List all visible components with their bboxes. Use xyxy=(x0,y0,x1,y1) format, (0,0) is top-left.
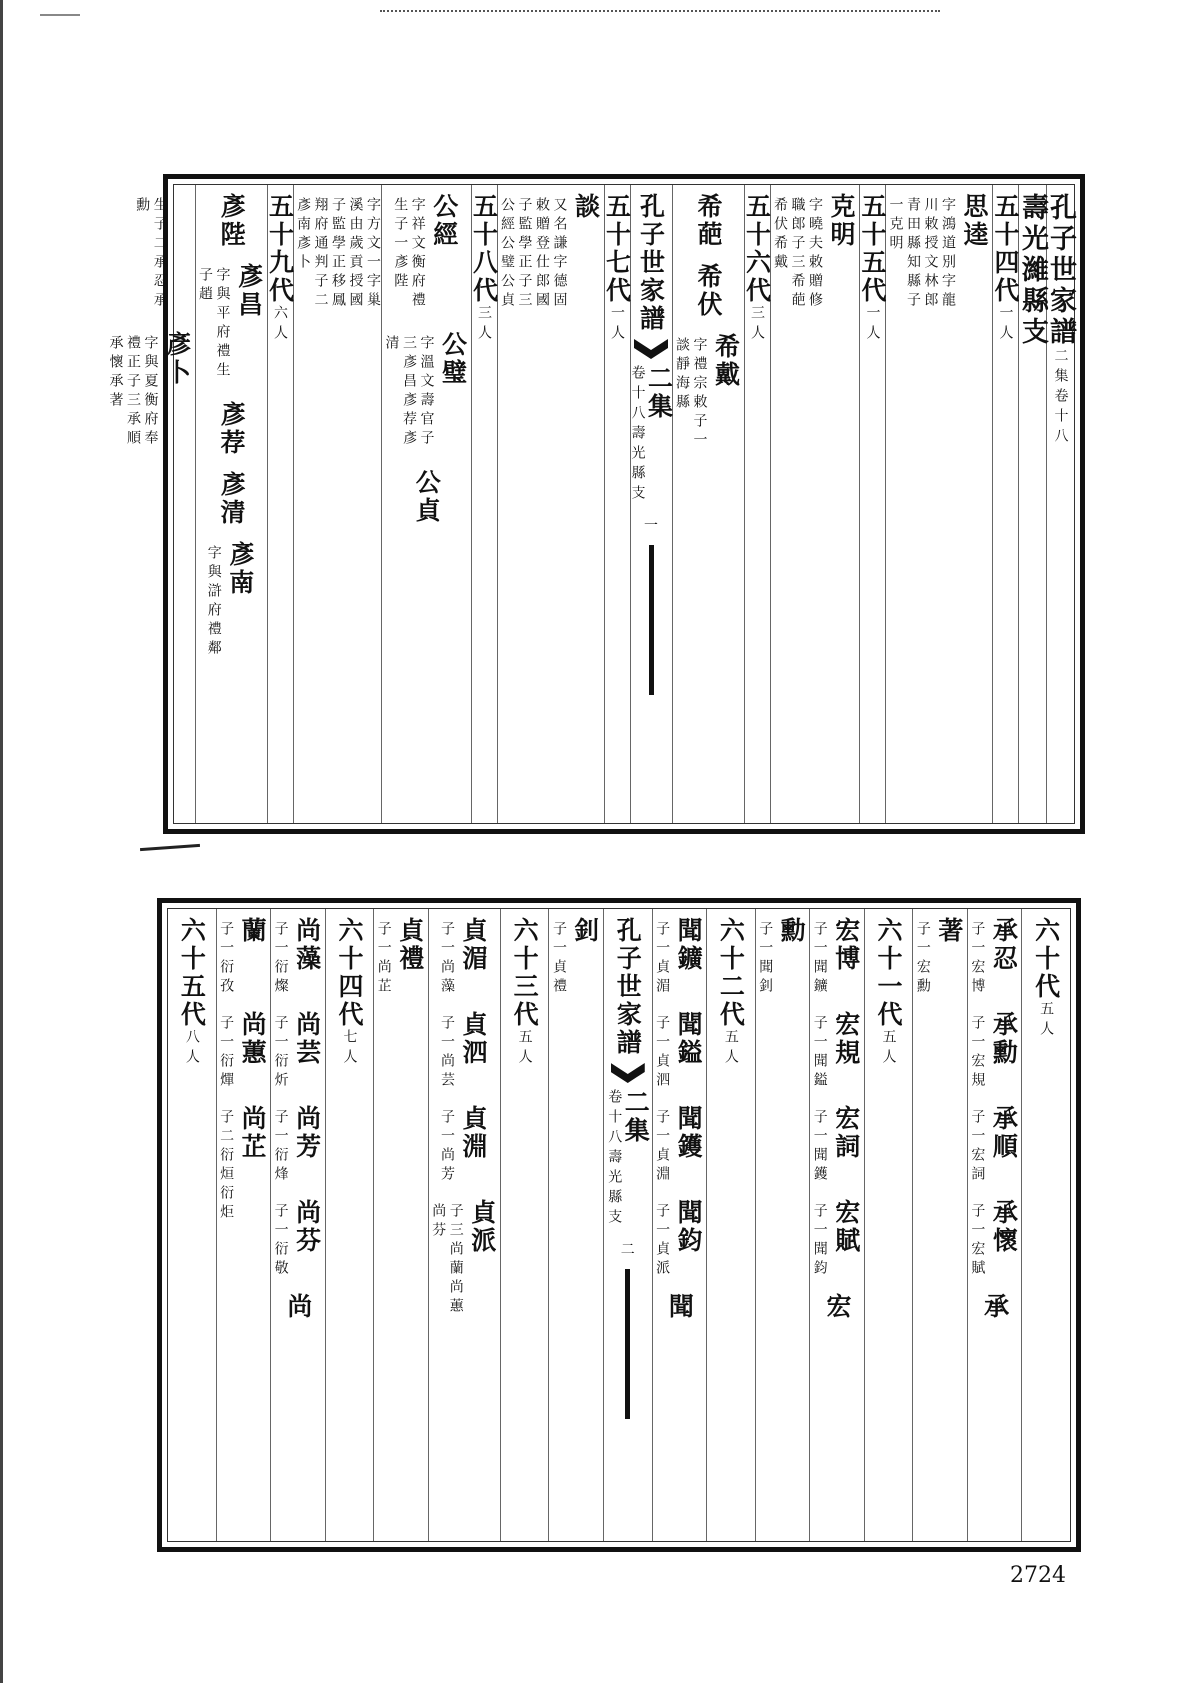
genealogy-entry xyxy=(653,1011,707,1091)
genealogy-entry xyxy=(913,917,967,997)
spine-sub-stack xyxy=(607,1089,621,1229)
genealogy-entry xyxy=(133,193,168,317)
column-entries xyxy=(216,909,271,1541)
person-annotation: 子一宏規 xyxy=(969,1015,986,1091)
generation-count: 五人 xyxy=(516,1029,533,1069)
person-annotation: 子二衍烜衍炬 xyxy=(218,1109,235,1223)
person-annotation: 子一尚藻 xyxy=(439,921,456,997)
person-name: 尚蕙 xyxy=(238,1011,268,1067)
genealogy-entry xyxy=(271,1199,325,1279)
genealogy-entry xyxy=(968,1011,1022,1091)
genealogy-entry xyxy=(106,331,195,455)
person-annotation: 子一衍烽 xyxy=(272,1109,289,1185)
spine-volume: 卷十八 xyxy=(629,365,646,425)
person-name: 尚藻 xyxy=(292,917,322,973)
person-annotation: 子一聞鑊 xyxy=(811,1109,828,1185)
spine-title: 孔子世家譜 xyxy=(613,917,643,1057)
genealogy-entry xyxy=(673,333,744,457)
generation-label: 六十代 xyxy=(1031,917,1061,1001)
center-spine xyxy=(631,193,672,695)
person-name: 彥陛 xyxy=(217,193,246,249)
genealogy-entry xyxy=(549,917,603,997)
generation-count: 一人 xyxy=(609,305,625,345)
generation-label: 五十六代 xyxy=(742,193,772,305)
bottom-columns xyxy=(168,909,1070,1541)
spine-volume: 卷十八 xyxy=(606,1089,623,1149)
spine-page-number: 一 xyxy=(644,518,658,534)
scan-noise-top xyxy=(380,10,940,18)
generation-label: 五十五代 xyxy=(858,193,887,305)
column-entries xyxy=(381,185,471,823)
person-annotation: 子一貞泗 xyxy=(654,1015,671,1091)
generation-label: 五十四代 xyxy=(991,193,1020,305)
person-annotation: 字溫文壽官子三彥昌彥荐彥清 xyxy=(383,335,435,449)
person-annotation: 子一聞釗 xyxy=(757,921,774,997)
person-name: 聞鎰 xyxy=(674,1011,704,1067)
column-entries xyxy=(652,909,707,1541)
spine-title: 孔子世家譜 xyxy=(636,193,666,333)
person-annotation: 字與平府禮生子趙 xyxy=(197,267,231,381)
generation-count: 五人 xyxy=(1038,1001,1055,1041)
spine-sub xyxy=(631,365,672,505)
scan-noise-left xyxy=(40,14,80,16)
person-name: 尚芷 xyxy=(238,1105,268,1161)
person-annotation: 子一尚芳 xyxy=(439,1109,456,1185)
genealogy-entry xyxy=(280,1293,316,1321)
person-name: 宏博 xyxy=(831,917,861,973)
generation-count: 三人 xyxy=(749,305,765,345)
spine-line xyxy=(649,545,654,695)
person-name: 承 xyxy=(980,1293,1010,1321)
column-heading xyxy=(1018,185,1046,823)
person-annotation: 子一衍燦 xyxy=(272,921,289,997)
person-name: 釗 xyxy=(570,917,600,945)
person-name: 聞鑛 xyxy=(674,917,704,973)
person-name: 公璧 xyxy=(438,331,468,387)
column-entries xyxy=(885,185,992,823)
genealogy-entry xyxy=(653,1199,707,1279)
column-entries xyxy=(755,909,810,1541)
generation-label: 六十五代 xyxy=(177,917,207,1029)
person-name: 尚芳 xyxy=(292,1105,322,1161)
genealogy-entry xyxy=(498,193,604,317)
genealogy-entry xyxy=(382,331,471,455)
genealogy-entry xyxy=(756,917,810,997)
genealogy-entry xyxy=(886,193,992,317)
spine-collection: 二集 xyxy=(621,1089,651,1145)
genealogy-entry xyxy=(977,1293,1013,1321)
generation-label: 六十二代 xyxy=(716,917,746,1029)
column-generation xyxy=(471,185,497,823)
fishtail-mark xyxy=(634,339,668,359)
column-entries xyxy=(373,909,428,1541)
column-generation xyxy=(1021,909,1070,1541)
column-entries xyxy=(428,909,500,1541)
person-annotation: 子一宏博 xyxy=(969,921,986,997)
genealogy-entry xyxy=(810,1105,864,1185)
column-generation xyxy=(604,185,630,823)
person-annotation: 子一聞鑛 xyxy=(811,921,828,997)
person-name: 著 xyxy=(934,917,964,945)
person-annotation: 子一貞湄 xyxy=(654,921,671,997)
person-annotation: 字曉夫敕贈修職郎子三希葩希伏希戴 xyxy=(772,197,823,311)
person-annotation: 子一衍孜 xyxy=(218,921,235,997)
person-name: 彥南 xyxy=(225,541,255,597)
generation-label: 五十八代 xyxy=(469,193,499,305)
person-annotation: 字方文一字巢溪由歲貢授國子監學正移鳳翔府通判子二彥南彥卜 xyxy=(295,197,381,311)
center-spine xyxy=(606,917,651,1419)
column-generation xyxy=(325,909,374,1541)
genealogy-entry xyxy=(968,1199,1022,1279)
spine-branch: 壽光縣支 xyxy=(629,425,646,505)
person-name: 宏賦 xyxy=(831,1199,861,1255)
generation-label: 六十三代 xyxy=(510,917,540,1029)
person-name: 宏規 xyxy=(831,1011,861,1067)
spine-line xyxy=(625,1269,630,1419)
generation-count: 五人 xyxy=(880,1029,897,1069)
spine-collection: 二集 xyxy=(644,365,674,421)
person-annotation: 字與夏衡府奉禮正子三承順承懷承著 xyxy=(107,335,159,449)
genealogy-entry xyxy=(271,1105,325,1185)
column-entries xyxy=(497,185,604,823)
column-title xyxy=(1046,185,1074,823)
genealogy-entry xyxy=(217,1011,271,1091)
person-annotation: 子一宏勳 xyxy=(914,921,931,997)
genealogy-entry xyxy=(217,1105,271,1223)
person-name: 貞泗 xyxy=(459,1011,489,1067)
person-name: 承懷 xyxy=(989,1199,1019,1255)
person-annotation: 字鴻道別字龍川敕授文林郎青田縣知縣子一克明 xyxy=(887,197,956,311)
person-annotation: 子一衍燀 xyxy=(218,1015,235,1091)
person-annotation: 子一貞派 xyxy=(654,1203,671,1279)
genealogy-entry xyxy=(213,193,249,249)
column-generation xyxy=(168,909,216,1541)
person-annotation: 字禮宗敕子一談靜海縣 xyxy=(674,337,708,451)
genealogy-entry xyxy=(294,193,382,317)
person-annotation: 子三尚蘭尚蕙尚芬 xyxy=(430,1203,464,1317)
book-title: 孔子世家譜 xyxy=(1045,193,1076,348)
column-entries xyxy=(548,909,603,1541)
genealogy-entry xyxy=(968,917,1022,997)
spine-sub-stack xyxy=(631,365,645,505)
spine-page-number: 二 xyxy=(620,1242,635,1258)
generation-label: 六十四代 xyxy=(334,917,364,1029)
column-generation xyxy=(859,185,885,823)
genealogy-entry xyxy=(653,1105,707,1185)
genealogy-entry xyxy=(819,1293,855,1321)
genealogy-entry xyxy=(771,193,860,317)
generation-count: 一人 xyxy=(997,305,1014,345)
generation-count: 五人 xyxy=(722,1029,739,1069)
genealogy-entry xyxy=(271,1011,325,1091)
person-annotation: 子一尚芷 xyxy=(375,921,392,997)
genealogy-entry xyxy=(204,541,258,659)
column-entries xyxy=(106,185,195,823)
generation-label: 五十九代 xyxy=(265,193,295,305)
person-name: 承勳 xyxy=(989,1011,1019,1067)
bottom-panel-inner-border xyxy=(167,908,1071,1542)
person-name: 聞鑊 xyxy=(674,1105,704,1161)
person-name: 蘭 xyxy=(238,917,268,945)
spine-sub xyxy=(606,1089,651,1229)
column-entries xyxy=(809,909,864,1541)
genealogy-entry xyxy=(217,917,271,997)
top-panel-inner-border xyxy=(107,184,1076,824)
person-name: 談 xyxy=(571,193,601,221)
person-name: 希葩 xyxy=(694,193,723,249)
generation-count: 七人 xyxy=(341,1029,358,1069)
person-name: 尚芬 xyxy=(292,1199,322,1255)
generation-count: 六人 xyxy=(272,305,288,345)
column-entries xyxy=(270,909,325,1541)
person-annotation: 字與滸府禮鄰 xyxy=(205,545,222,659)
generation-count: 三人 xyxy=(476,305,492,345)
person-name: 貞淵 xyxy=(459,1105,489,1161)
person-name: 尚芸 xyxy=(292,1011,322,1067)
person-name: 宏 xyxy=(822,1293,852,1321)
person-name: 承順 xyxy=(989,1105,1019,1161)
genealogy-entry xyxy=(438,917,492,997)
genealogy-entry xyxy=(810,1011,864,1091)
person-annotation: 又名謙字德固敕贈登仕郎國子監學正子三公經公璧公貞 xyxy=(499,197,568,311)
genealogy-entry xyxy=(438,1105,492,1185)
bottom-page-panel xyxy=(157,898,1081,1552)
person-annotation: 子一貞淵 xyxy=(654,1109,671,1185)
person-name: 尚 xyxy=(283,1293,313,1321)
person-annotation: 子一貞禮 xyxy=(550,921,567,997)
genealogy-entry xyxy=(271,917,325,997)
column-spine xyxy=(630,185,672,823)
person-annotation: 生子二承忍承勳 xyxy=(134,197,168,311)
person-name: 貞禮 xyxy=(395,917,425,973)
generation-count: 八人 xyxy=(183,1029,200,1069)
person-name: 克明 xyxy=(827,193,856,249)
genealogy-entry xyxy=(968,1105,1022,1185)
person-annotation: 子一聞鎰 xyxy=(811,1015,828,1091)
genealogy-entry xyxy=(690,193,726,249)
top-columns xyxy=(107,185,1076,823)
genealogy-entry xyxy=(391,193,462,317)
genealogy-entry xyxy=(438,1011,492,1091)
person-annotation: 子一尚芸 xyxy=(439,1015,456,1091)
column-entries xyxy=(672,185,744,823)
column-generation xyxy=(706,909,755,1541)
column-generation xyxy=(500,909,549,1541)
genealogy-entry xyxy=(213,401,249,457)
person-annotation: 子一衍敬 xyxy=(272,1203,289,1279)
generation-label: 五十七代 xyxy=(602,193,632,305)
volume-label: 二集卷十八 xyxy=(1052,348,1069,448)
person-name: 公經 xyxy=(429,193,459,249)
person-name: 彥清 xyxy=(217,471,246,527)
person-name: 彥卜 xyxy=(162,331,192,387)
column-entries xyxy=(293,185,382,823)
column-entries xyxy=(967,909,1022,1541)
person-name: 思逵 xyxy=(960,193,989,249)
person-name: 公貞 xyxy=(412,469,442,525)
column-entries xyxy=(770,185,860,823)
person-name: 彥昌 xyxy=(234,263,264,319)
person-name: 宏詞 xyxy=(831,1105,861,1161)
genealogy-entry xyxy=(374,917,428,997)
spine-branch: 壽光縣支 xyxy=(606,1149,623,1229)
genealogy-entry xyxy=(196,263,267,387)
column-generation xyxy=(992,185,1018,823)
generation-count: 一人 xyxy=(864,305,881,345)
person-name: 希伏 xyxy=(694,263,723,319)
column-generation xyxy=(864,909,913,1541)
genealogy-entry xyxy=(661,1293,697,1321)
generation-label: 六十一代 xyxy=(874,917,904,1029)
person-annotation: 子一衍炘 xyxy=(272,1015,289,1091)
person-name: 承忍 xyxy=(989,917,1019,973)
person-annotation: 子一聞鈞 xyxy=(811,1203,828,1279)
page-number: 2724 xyxy=(1010,1563,1066,1588)
column-generation xyxy=(267,185,293,823)
genealogy-entry xyxy=(810,1199,864,1279)
fishtail-mark xyxy=(611,1063,645,1083)
branch-heading: 壽光濰縣支 xyxy=(1017,193,1048,348)
person-name: 希戴 xyxy=(711,333,741,389)
person-annotation: 字祥文衡府禮生子一彥陛 xyxy=(392,197,426,311)
column-entries xyxy=(912,909,967,1541)
column-generation xyxy=(744,185,770,823)
stray-mark xyxy=(140,844,200,851)
person-name: 貞湄 xyxy=(459,917,489,973)
column-entries xyxy=(195,185,267,823)
column-spine xyxy=(603,909,652,1541)
genealogy-entry xyxy=(653,917,707,997)
genealogy-entry xyxy=(213,471,249,527)
top-page-panel xyxy=(107,174,1085,834)
person-name: 勳 xyxy=(777,917,807,945)
genealogy-entry xyxy=(690,263,726,319)
person-name: 聞鈞 xyxy=(674,1199,704,1255)
person-annotation: 子一宏賦 xyxy=(969,1203,986,1279)
genealogy-entry xyxy=(408,469,444,525)
person-name: 彥荐 xyxy=(217,401,246,457)
person-annotation: 子一宏詞 xyxy=(969,1109,986,1185)
person-name: 貞派 xyxy=(467,1199,497,1255)
genealogy-entry xyxy=(429,1199,500,1323)
genealogy-entry xyxy=(810,917,864,997)
scan-edge xyxy=(0,0,3,1683)
person-name: 聞 xyxy=(665,1293,695,1321)
